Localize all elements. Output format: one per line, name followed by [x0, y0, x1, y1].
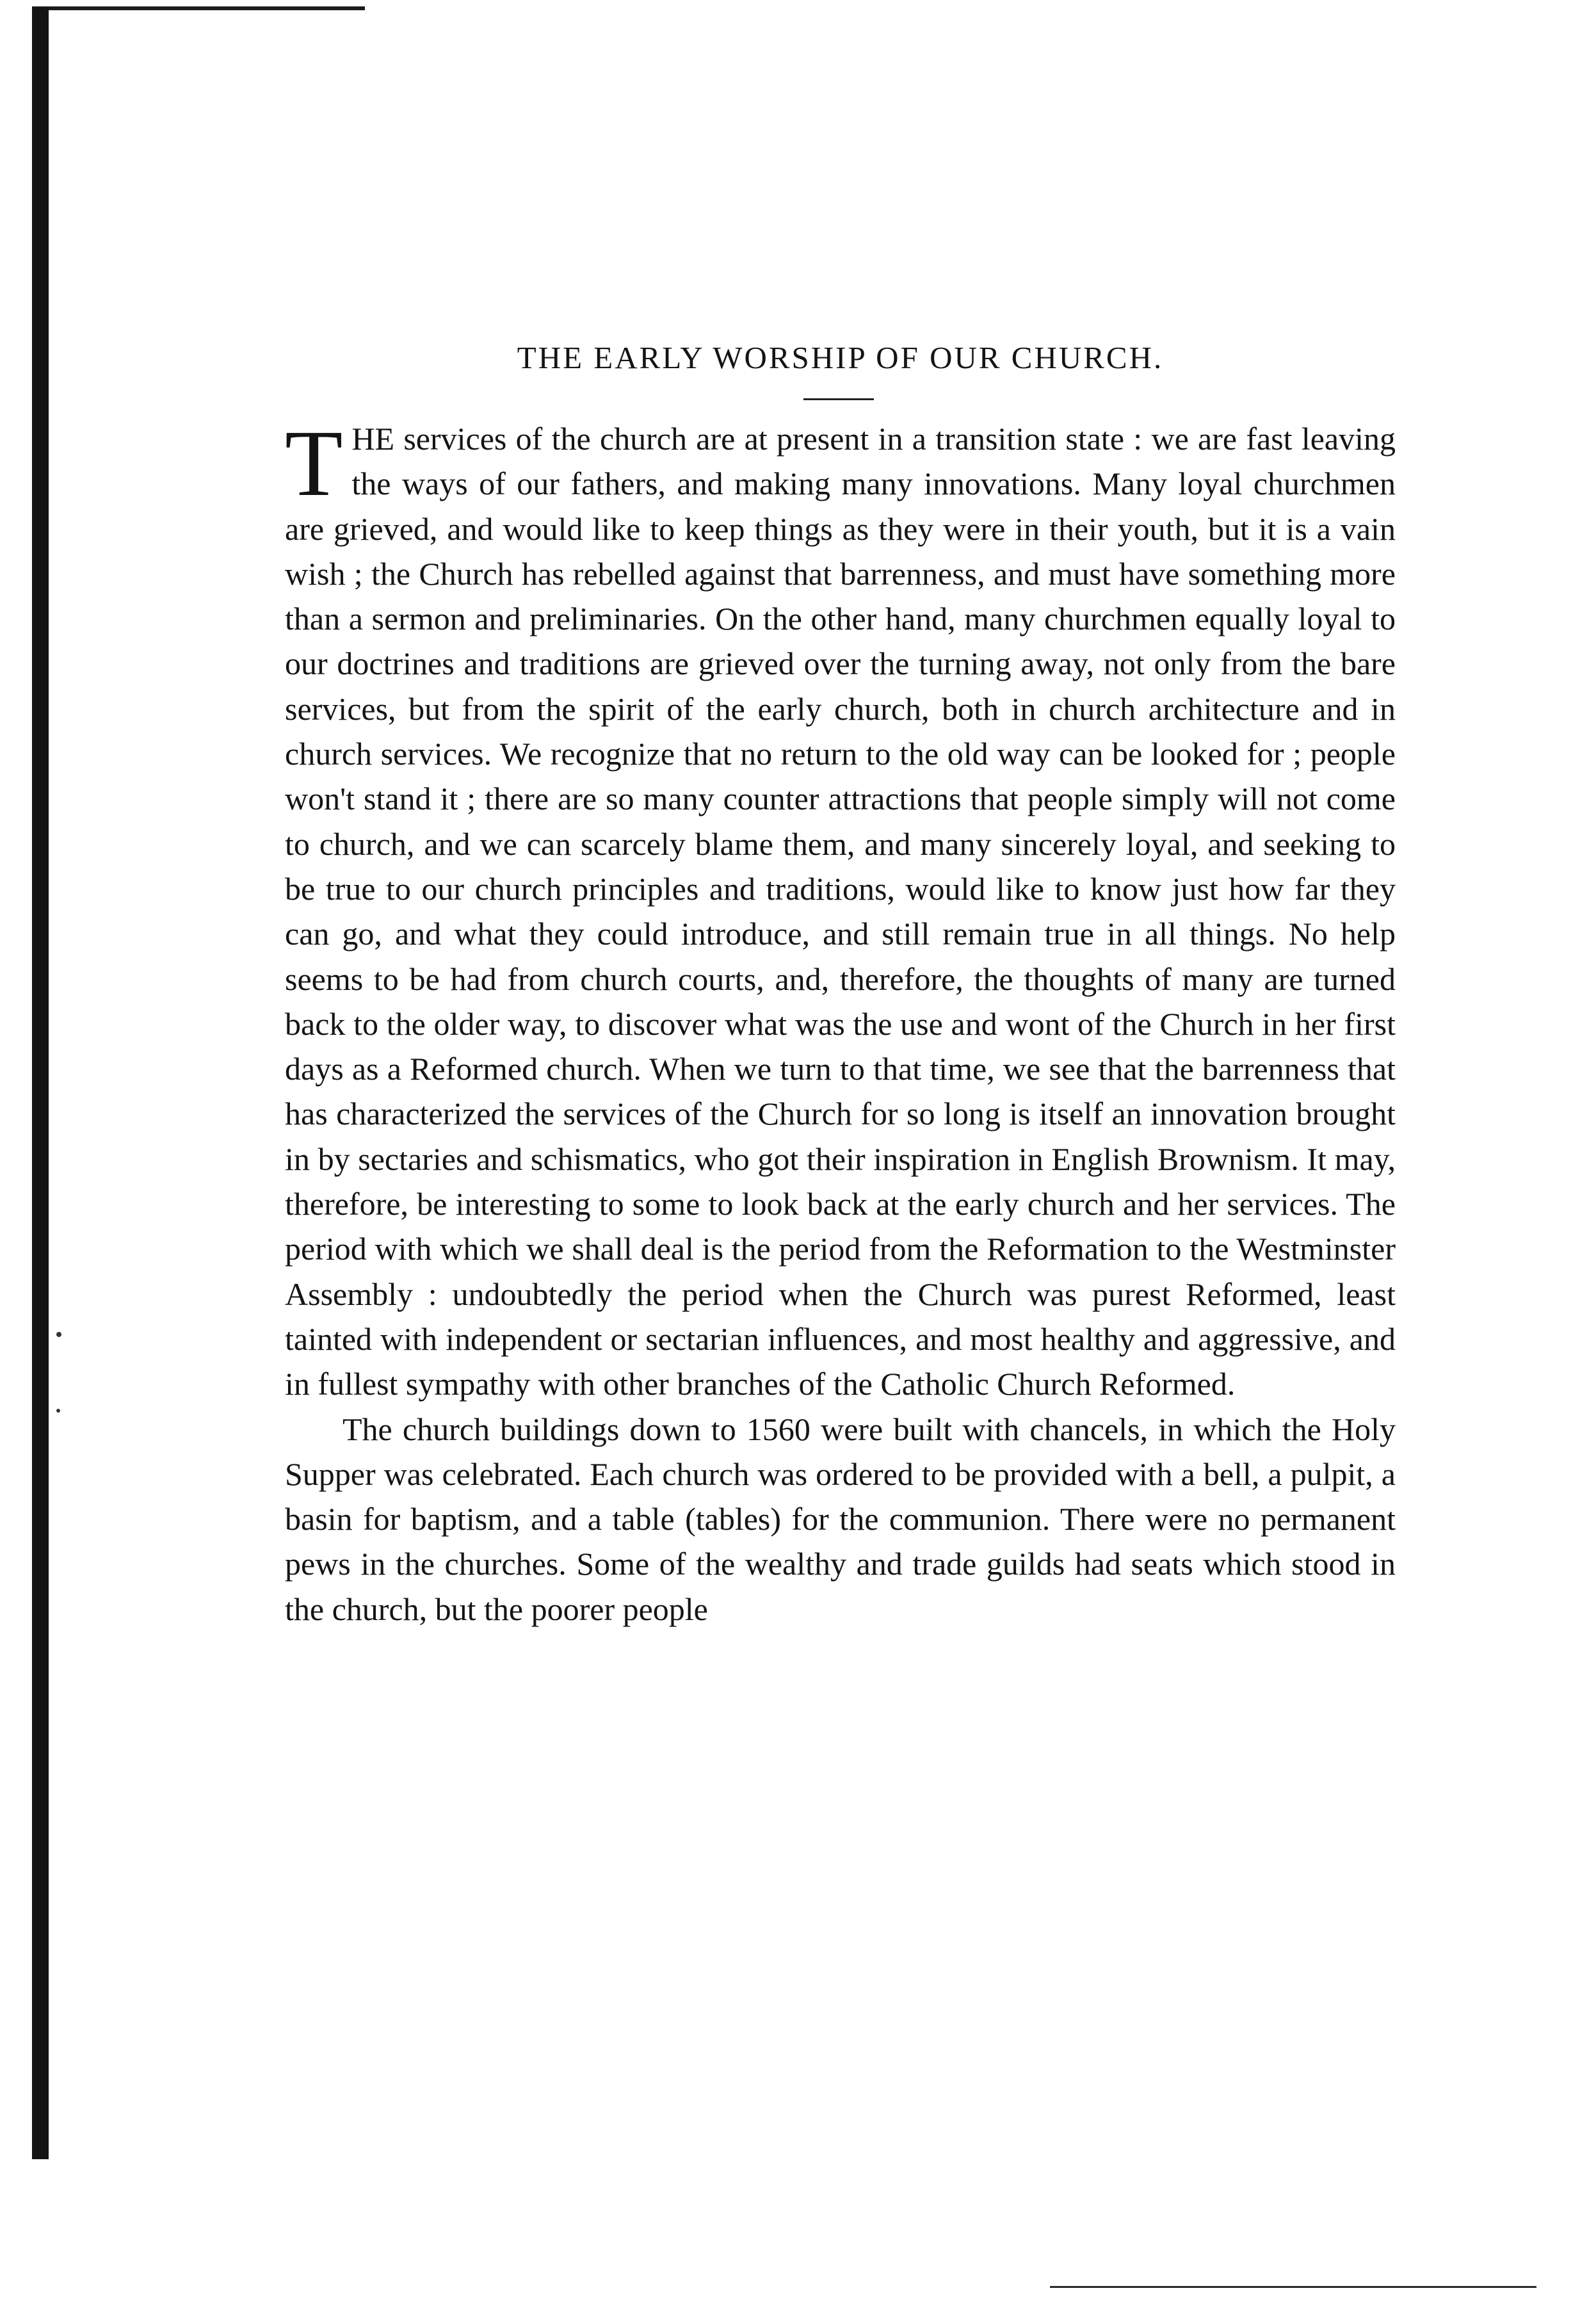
body-text [285, 411, 1396, 1632]
paragraph-2 [285, 1407, 1396, 1632]
title-underline-rule [803, 398, 874, 400]
paragraph-1-text: HE services of the church are at present in a transition state : we are fast leaving the ways of our fathers, and making many innovations. Many loyal churchmen are grieved, and would like to keep things as they were in their youth, but it is a vain wish ; the Church has rebelled against that barrenness, and must have something more than a sermon and preliminaries. On the other hand, many churchmen equally loyal to our doctrines and traditions are grieved over the turning away, not only from the bare services, but from the spirit of the early church, both in church architecture and in church services. We recognize that no return to the old way can be looked for ; people won't stand it ; there are so many counter attractions that people simply will not come to church, and we can scarcely blame them, and many sincerely loyal, and seeking to be true to our church principles and traditions, would like to know just how far they can go, and what they could introduce, and still remain true in all things. No help seems to be had from church courts, and, therefore, the thoughts of many are turned back to the older way, to discover what was the use and wont of the Church in her first days as a Reformed church. When we turn to that time, we see that the barrenness that has characterized the services of the Church for so long is itself an innovation brought in by sectaries and schismatics, who got their inspiration in English Brownism. It may, therefore, be interesting to some to look back at the early church and her services. The period with which we shall deal is the period from the Reformation to the Westminster Assembly : undoubtedly the period when the Church was purest Reformed, least tainted with independent or sectarian influences, and most healthy and aggressive, and in fullest sympathy with other branches of the Catholic Church Reformed. [285, 421, 1396, 1402]
paragraph-2-text: The church buildings down to 1560 were built with chancels, in which the Holy Supper was celebrated. Each church was ordered to be provided with a bell, a pulpit, a basin for baptism, and a table (tables) for the communion. There were no permanent pews in the churches. Some of the wealthy and trade guilds had seats which stood in the church, but the poorer people [285, 1411, 1396, 1627]
scan-speck [56, 1332, 61, 1337]
binding-edge-shadow [32, 8, 49, 2159]
scan-speck [56, 1409, 60, 1413]
page-title: THE EARLY WORSHIP OF OUR CHURCH. [517, 340, 1164, 375]
drop-cap: T [285, 411, 343, 516]
top-edge-rule [32, 6, 365, 10]
bottom-edge-rule [1050, 2286, 1536, 2288]
paragraph-1 [285, 411, 1396, 1407]
